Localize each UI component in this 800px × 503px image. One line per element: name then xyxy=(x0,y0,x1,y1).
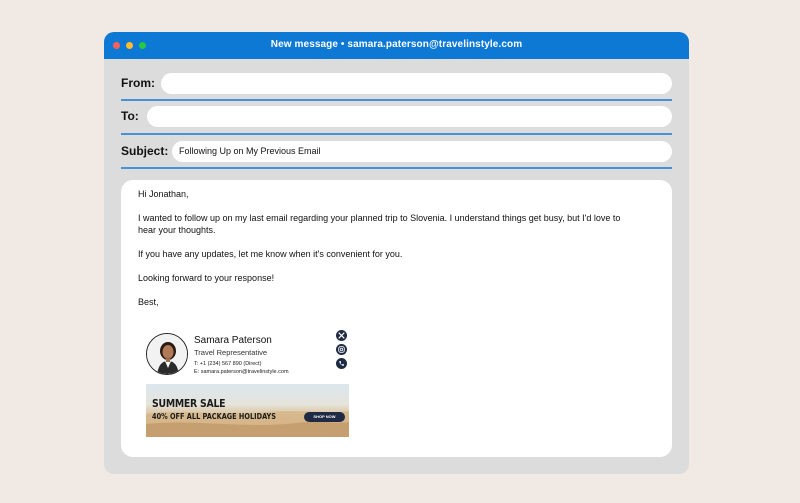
message-paragraph-1: I wanted to follow up on my last email regarding your planned trip to Slovenia. I understand things get busy, but I'd love to hear your thoughts. xyxy=(138,213,621,235)
signature-name: Samara Paterson xyxy=(194,335,272,346)
signature-contact xyxy=(194,360,289,376)
from-label: From: xyxy=(121,76,155,90)
subject-input[interactable]: Following Up on My Previous Email xyxy=(172,141,672,162)
from-row xyxy=(121,73,672,95)
avatar xyxy=(146,333,188,375)
beach-sand-icon xyxy=(146,384,349,437)
avatar-portrait-icon xyxy=(147,334,188,375)
social-links xyxy=(336,330,347,369)
summer-sale-banner[interactable] xyxy=(146,384,349,437)
subject-row xyxy=(121,141,672,163)
shop-now-button[interactable]: SHOP NOW xyxy=(304,412,345,422)
subject-divider xyxy=(121,167,672,169)
signature-role: Travel Representative xyxy=(194,348,268,357)
message-paragraph-2: If you have any updates, let me know when it's convenient for you. xyxy=(138,249,403,259)
title-bar xyxy=(104,32,689,59)
to-input[interactable] xyxy=(147,106,672,127)
message-closing: Best, xyxy=(138,297,159,307)
from-input[interactable] xyxy=(161,73,672,94)
instagram-icon[interactable] xyxy=(336,344,347,355)
banner-subtitle: 40% OFF ALL PACKAGE HOLIDAYS xyxy=(152,412,276,421)
compose-window xyxy=(104,32,689,474)
to-row xyxy=(121,106,672,128)
message-text xyxy=(138,188,638,320)
banner-title: SUMMER SALE xyxy=(152,397,226,410)
phone-icon[interactable] xyxy=(336,358,347,369)
signature-email[interactable]: E: samara.paterson@travelinstyle.com xyxy=(194,369,289,375)
to-label: To: xyxy=(121,109,139,123)
from-divider xyxy=(121,99,672,101)
x-icon[interactable] xyxy=(336,330,347,341)
message-greeting: Hi Jonathan, xyxy=(138,189,189,199)
to-divider xyxy=(121,133,672,135)
message-body[interactable] xyxy=(121,180,672,457)
signature-phone: T: +1 (234) 567 890 (Direct) xyxy=(194,361,262,367)
subject-label: Subject: xyxy=(121,144,169,158)
window-title: New message • samara.paterson@travelinstyle.com xyxy=(270,39,523,50)
message-paragraph-3: Looking forward to your response! xyxy=(138,273,275,283)
